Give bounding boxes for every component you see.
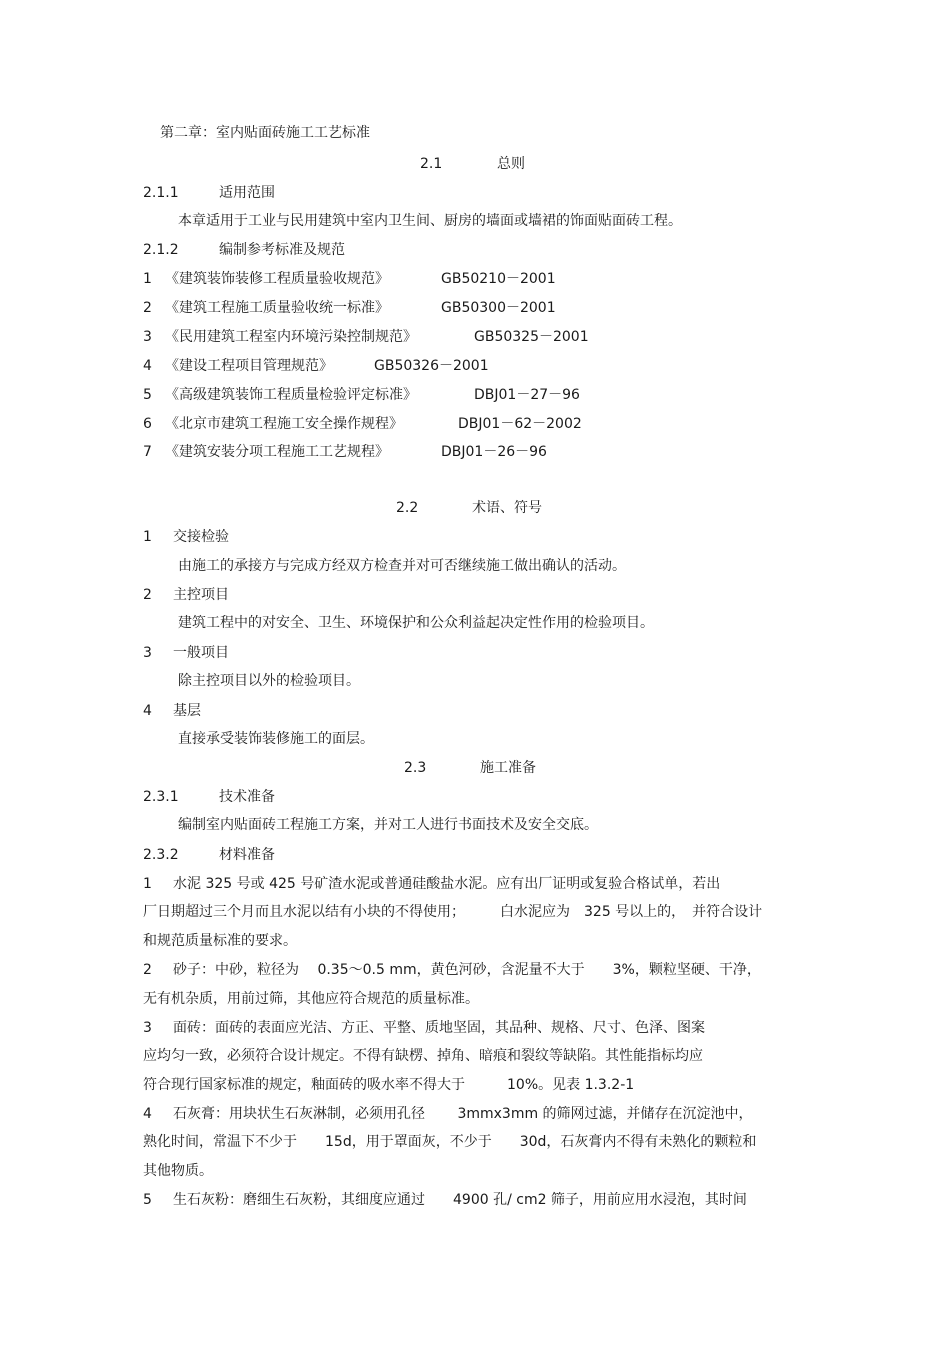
material-line: 水泥 325 号或 425 号矿渣水泥或普通硅酸盐水泥。应有出厂证明或复验合格试单，若出 [173, 876, 721, 892]
reference-code: GB50326－2001 [374, 358, 489, 374]
term-name: 基层 [173, 703, 201, 719]
section-2-3-number: 2.3 [404, 760, 427, 776]
reference-code: DBJ01－62－2002 [458, 416, 582, 432]
material-number: 3 [143, 1020, 152, 1036]
reference-code: GB50300－2001 [441, 300, 556, 316]
section-2-2-number: 2.2 [396, 500, 419, 516]
reference-number: 7 [143, 444, 152, 460]
material-line: 应均匀一致，必须符合设计规定。不得有缺楞、掉角、暗痕和裂纹等缺陷。其性能指标均应 [143, 1048, 703, 1064]
section-2-1-1-number: 2.1.1 [143, 185, 179, 201]
section-2-3-title: 施工准备 [480, 760, 536, 776]
reference-number: 4 [143, 358, 152, 374]
material-line: 石灰膏：用块状生石灰淋制，必须用孔径 3mmx3mm 的筛网过滤，并储存在沉淀池中， [173, 1106, 753, 1122]
section-2-3-1-title: 技术准备 [219, 789, 275, 805]
material-line: 面砖：面砖的表面应光洁、方正、平整、质地坚固，其品种、规格、尺寸、色泽、图案 [173, 1020, 705, 1036]
section-2-2-title: 术语、符号 [472, 500, 542, 516]
section-2-3-1-body: 编制室内贴面砖工程施工方案，并对工人进行书面技术及安全交底。 [178, 817, 598, 833]
reference-name: 《北京市建筑工程施工安全操作规程》 [165, 416, 403, 432]
term-definition: 直接承受装饰装修施工的面层。 [178, 731, 374, 747]
reference-number: 2 [143, 300, 152, 316]
material-line: 其他物质。 [143, 1163, 213, 1179]
reference-name: 《建筑装饰装修工程质量验收规范》 [165, 271, 389, 287]
reference-number: 3 [143, 329, 152, 345]
material-line: 砂子：中砂，粒径为 0.35～0.5 mm，黄色河砂，含泥量不大于 3%，颗粒坚硬、干净， [173, 962, 761, 978]
chapter-title: 第二章：室内贴面砖施工工艺标准 [160, 125, 370, 141]
material-line: 无有机杂质，用前过筛，其他应符合规范的质量标准。 [143, 991, 479, 1007]
material-line: 符合现行国家标准的规定，釉面砖的吸水率不得大于 10%。见表 1.3.2-1 [143, 1077, 635, 1093]
reference-number: 6 [143, 416, 152, 432]
section-2-3-2-number: 2.3.2 [143, 847, 179, 863]
reference-code: DBJ01－26－96 [441, 444, 547, 460]
term-number: 2 [143, 587, 152, 603]
term-definition: 由施工的承接方与完成方经双方检查并对可否继续施工做出确认的活动。 [178, 558, 626, 574]
section-2-3-2-title: 材料准备 [219, 847, 275, 863]
term-name: 主控项目 [173, 587, 229, 603]
section-2-1-number: 2.1 [420, 156, 443, 172]
material-number: 4 [143, 1106, 152, 1122]
reference-name: 《建设工程项目管理规范》 [165, 358, 333, 374]
material-number: 2 [143, 962, 152, 978]
section-2-1-1-title: 适用范围 [219, 185, 275, 201]
reference-name: 《建筑工程施工质量验收统一标准》 [165, 300, 389, 316]
reference-code: DBJ01－27－96 [474, 387, 580, 403]
reference-name: 《建筑安装分项工程施工工艺规程》 [165, 444, 389, 460]
material-line: 和规范质量标准的要求。 [143, 933, 297, 949]
material-line: 熟化时间，常温下不少于 15d，用于罩面灰，不少于 30d，石灰膏内不得有未熟化的颗粒和 [143, 1134, 757, 1150]
reference-number: 1 [143, 271, 152, 287]
material-line: 厂日期超过三个月而且水泥以结有小块的不得使用； 白水泥应为 325 号以上的， 并符合设计 [143, 904, 763, 920]
term-definition: 除主控项目以外的检验项目。 [178, 673, 360, 689]
term-name: 一般项目 [173, 645, 229, 661]
section-2-1-title: 总则 [497, 156, 525, 172]
term-number: 1 [143, 529, 152, 545]
reference-name: 《民用建筑工程室内环境污染控制规范》 [165, 329, 417, 345]
term-name: 交接检验 [173, 529, 229, 545]
reference-number: 5 [143, 387, 152, 403]
term-definition: 建筑工程中的对安全、卫生、环境保护和公众利益起决定性作用的检验项目。 [178, 615, 654, 631]
reference-code: GB50210－2001 [441, 271, 556, 287]
material-number: 5 [143, 1192, 152, 1208]
term-number: 3 [143, 645, 152, 661]
section-2-3-1-number: 2.3.1 [143, 789, 179, 805]
reference-name: 《高级建筑装饰工程质量检验评定标准》 [165, 387, 417, 403]
term-number: 4 [143, 703, 152, 719]
reference-code: GB50325－2001 [474, 329, 589, 345]
section-2-1-2-number: 2.1.2 [143, 242, 179, 258]
material-number: 1 [143, 876, 152, 892]
material-line: 生石灰粉：磨细生石灰粉，其细度应通过 4900 孔/ cm2 筛子，用前应用水浸泡，其时间 [173, 1192, 747, 1208]
section-2-1-1-body: 本章适用于工业与民用建筑中室内卫生间、厨房的墙面或墙裙的饰面贴面砖工程。 [178, 213, 682, 229]
section-2-1-2-title: 编制参考标准及规范 [219, 242, 345, 258]
